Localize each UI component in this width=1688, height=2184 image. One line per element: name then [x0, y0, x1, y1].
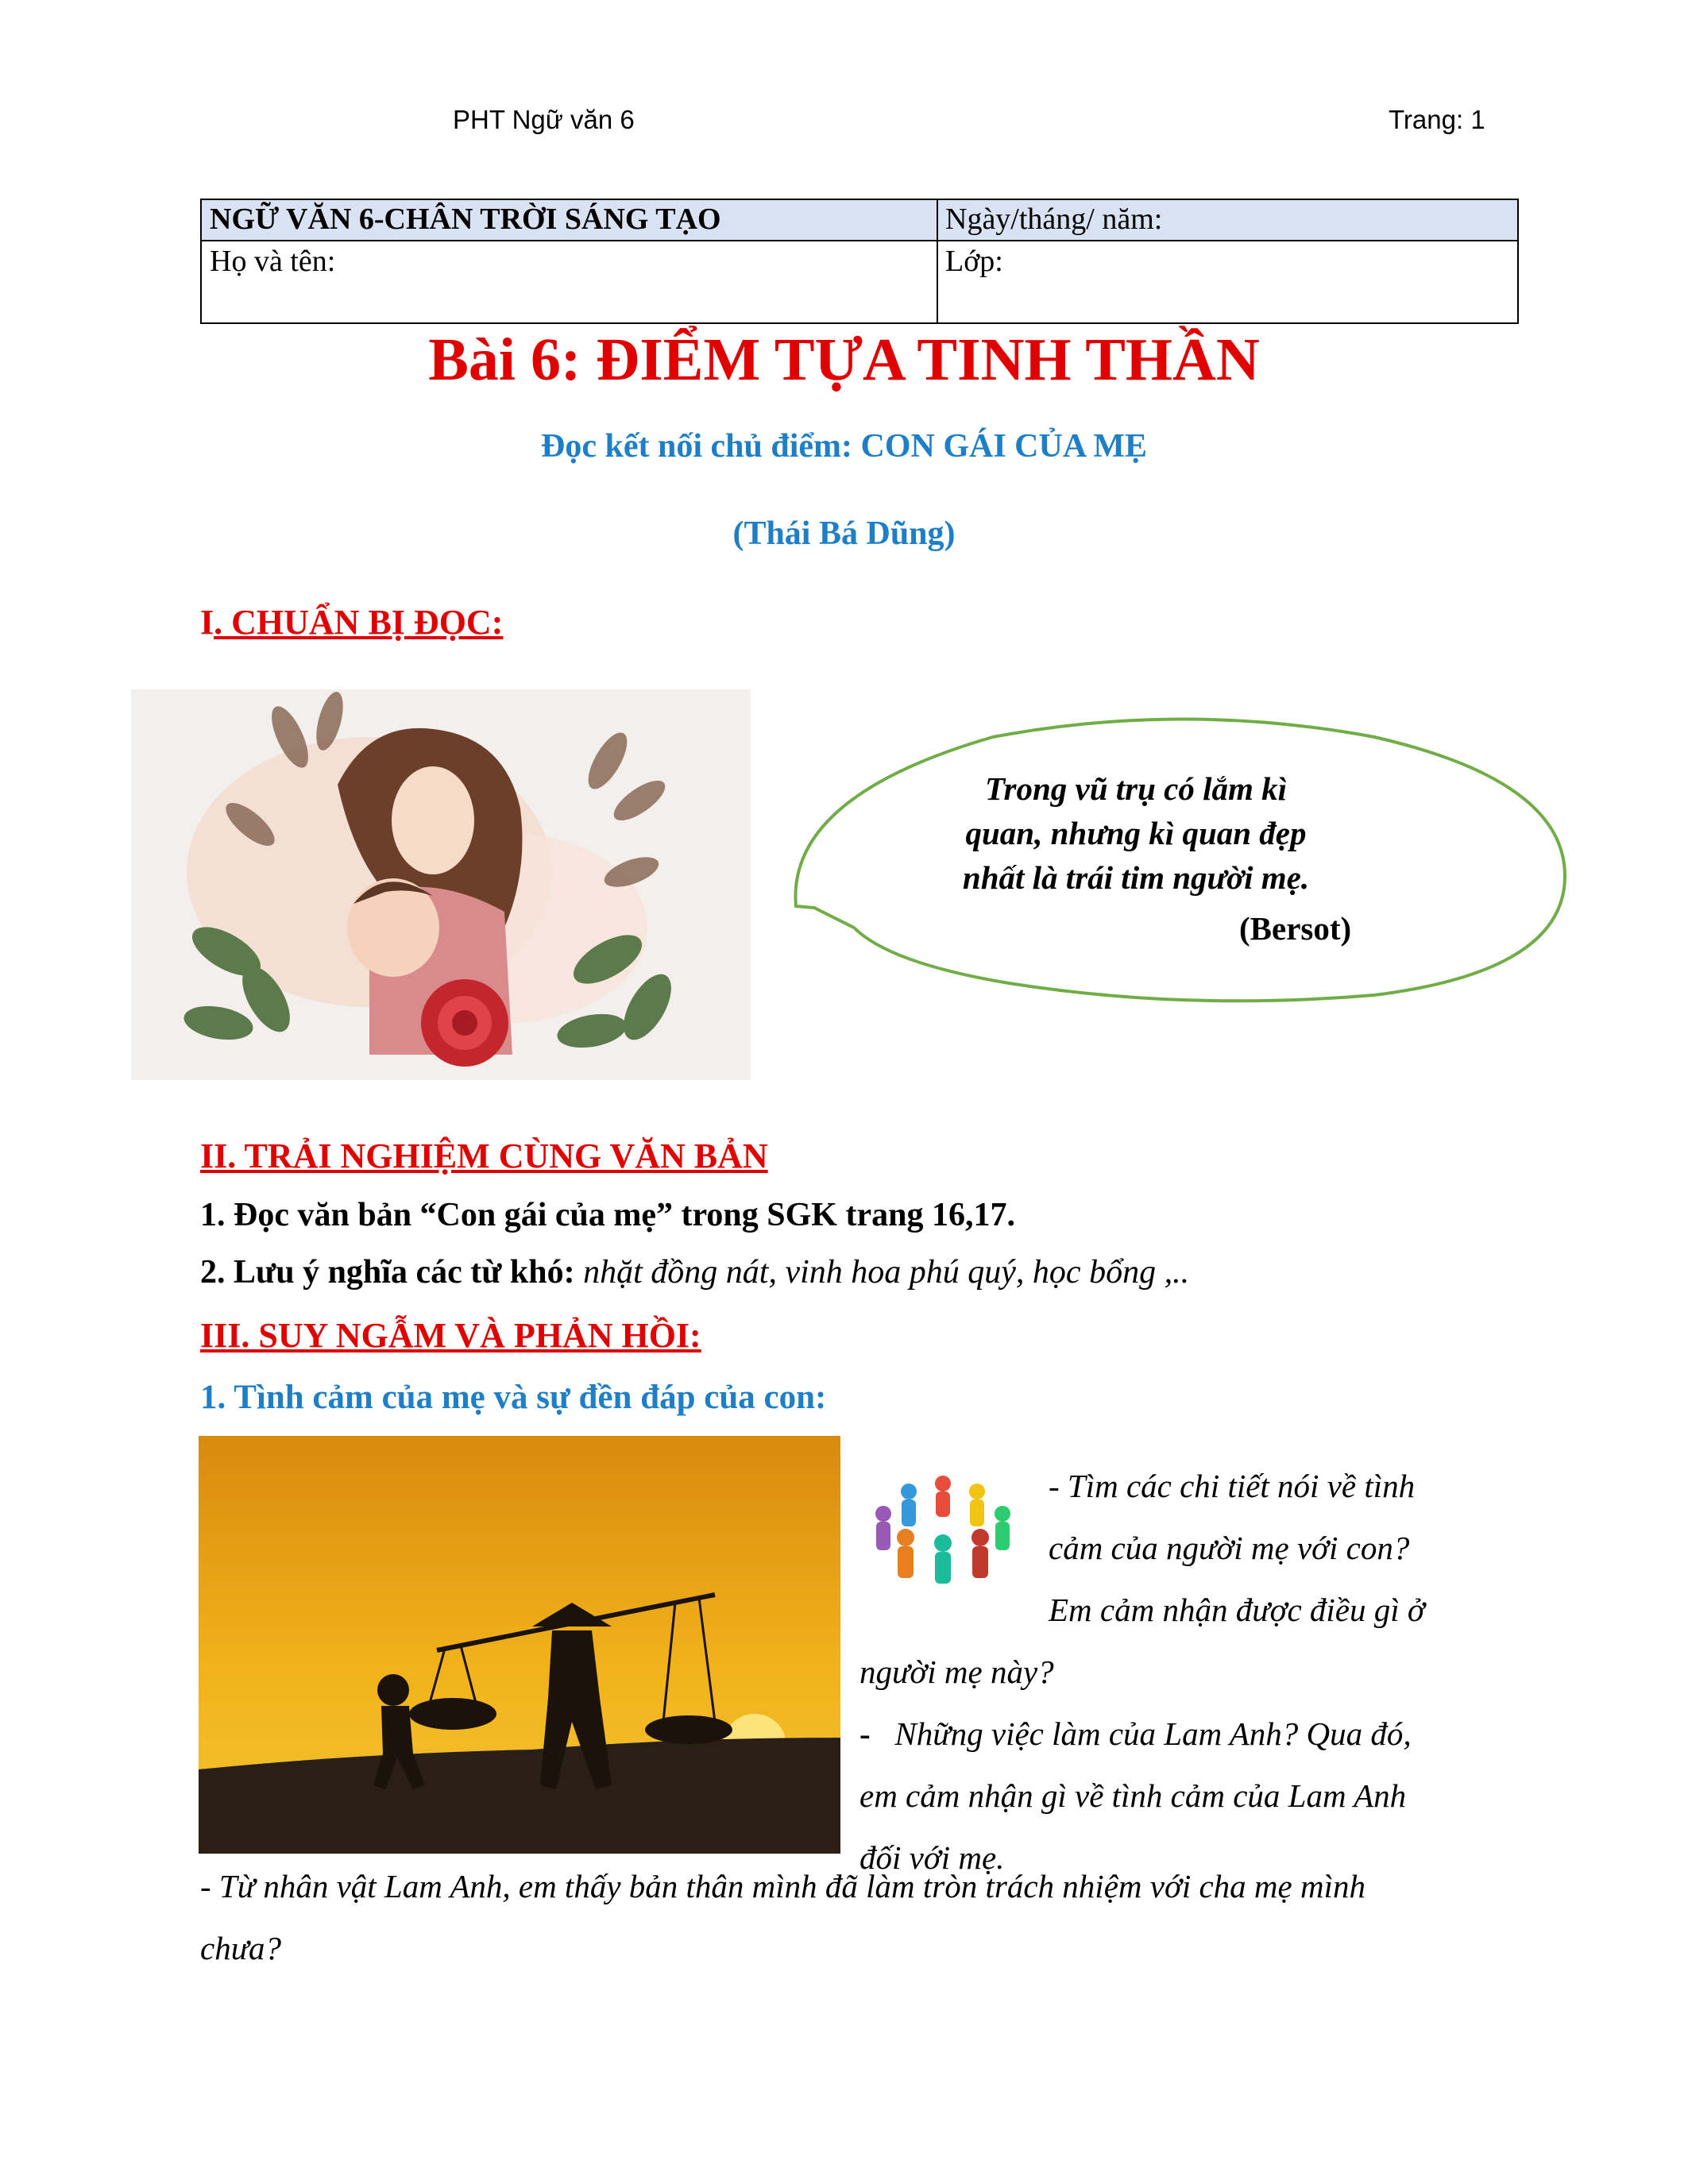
section-3-heading: III. SUY NGẪM VÀ PHẢN HỒI:: [200, 1316, 701, 1355]
question-block-lower: [859, 1641, 1479, 1889]
question-3-line-b: chưa?: [200, 1930, 282, 1966]
lesson-subtitle: Đọc kết nối chủ điểm: CON GÁI CỦA MẸ: [541, 428, 1147, 465]
class-field-label: Lớp:: [945, 245, 1003, 278]
date-label: Ngày/tháng/ năm:: [945, 203, 1163, 236]
section-2-item-2-label: 2. Lưu ý nghĩa các từ khó:: [200, 1254, 575, 1291]
question-3-line-a: - Từ nhân vật Lam Anh, em thấy bản thân mình đã làm tròn trách nhiệm với cha mẹ mình: [200, 1868, 1365, 1904]
quote-text: [937, 766, 1335, 900]
section-2-item-2: [200, 1253, 1189, 1291]
quote-line-3: nhất là trái tim người mẹ.: [962, 859, 1310, 896]
lesson-title: Bài 6: ĐIỂM TỰA TINH THẦN: [428, 326, 1260, 393]
section-1-heading-numeral: I: [200, 603, 214, 642]
subject-label: NGỮ VĂN 6-CHÂN TRỜI SÁNG TẠO: [210, 203, 721, 236]
section-3-sub-1: 1. Tình cảm của mẹ và sự đền đáp của con:: [200, 1379, 827, 1416]
question-1-line-c: Em cảm nhận được điều gì ở: [1049, 1592, 1425, 1628]
question-2-line-c: đối với mẹ.: [859, 1839, 1005, 1876]
name-field-label: Họ và tên:: [210, 245, 336, 278]
question-3-block: [200, 1855, 1479, 1979]
section-1-heading: [200, 602, 503, 642]
question-2-dash: -: [859, 1715, 871, 1752]
group-discussion-icon: [858, 1468, 1029, 1587]
sunset-silhouette-photo: [199, 1436, 840, 1854]
quote-line-2: quan, nhưng kì quan đẹp: [965, 815, 1307, 851]
info-table-divider: [937, 200, 938, 322]
section-2-heading: II. TRẢI NGHIỆM CÙNG VĂN BẢN: [200, 1136, 768, 1175]
question-2-text-a: Những việc làm của Lam Anh? Qua đó,: [894, 1715, 1412, 1752]
question-1-line-a: - Tìm các chi tiết nói về tình: [1049, 1468, 1416, 1504]
quote-source: (Bersot): [1239, 910, 1352, 947]
page-header-title: PHT Ngữ văn 6: [453, 105, 635, 134]
question-2-line-a: [859, 1703, 1479, 1765]
section-2-item-1: 1. Đọc văn bản “Con gái của mẹ” trong SGK trang 16,17.: [200, 1197, 1015, 1233]
section-1-heading-text: . CHUẨN BỊ ĐỌC:: [214, 603, 504, 642]
question-2-line-b: em cảm nhận gì về tình cảm của Lam Anh: [859, 1777, 1407, 1814]
quote-line-1: Trong vũ trụ có lắm kì: [984, 770, 1288, 807]
author-name: (Thái Bá Dũng): [732, 515, 956, 552]
section-2-item-2-words: nhặt đồng nát, vinh hoa phú quý, học bổng ,..: [583, 1254, 1190, 1291]
student-info-table: [200, 199, 1519, 324]
page-number: Trang: 1: [1389, 105, 1485, 134]
question-1-line-d: người mẹ này?: [859, 1653, 1054, 1690]
mother-child-illustration: [131, 689, 751, 1080]
question-1-line-b: cảm của người mẹ với con?: [1049, 1530, 1410, 1566]
question-1-block-right: [1049, 1455, 1479, 1641]
